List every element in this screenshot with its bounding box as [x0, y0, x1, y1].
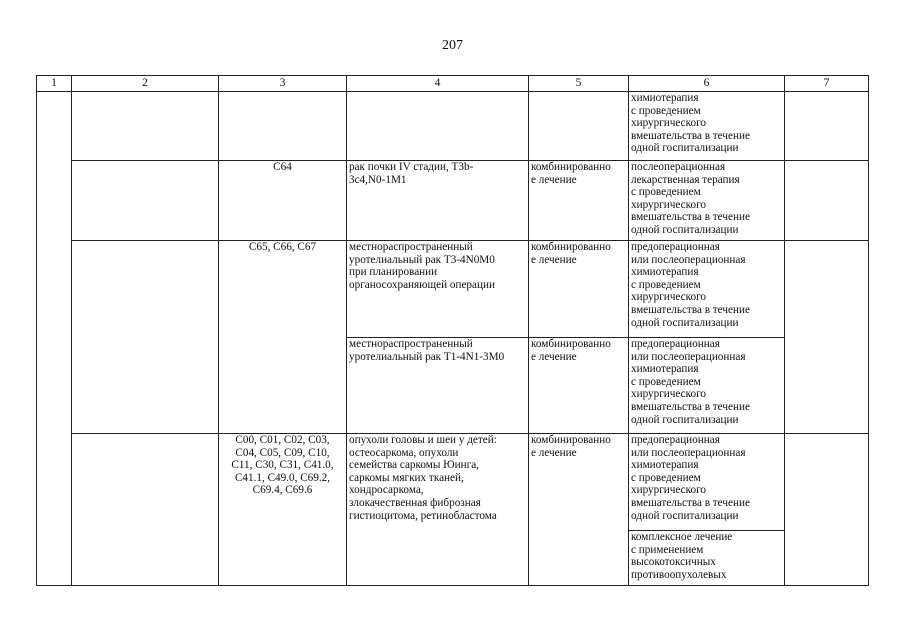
header-col-5: 5 — [529, 76, 629, 92]
cell-col3-codes: C00, C01, C02, C03, C04, C05, C09, C10, C11, C30, C31, C41.0, C41.1, C49.0, C69.2, C69.4, C69.6 — [219, 434, 347, 586]
cell-col3-codes: C65, C66, C67 — [219, 241, 347, 434]
page-number: 207 — [442, 38, 463, 53]
table-row — [37, 434, 869, 531]
cell-col2 — [72, 241, 219, 434]
header-col-1: 1 — [37, 76, 72, 92]
header-col-2: 2 — [72, 76, 219, 92]
cell-col7 — [785, 434, 869, 586]
table-row — [37, 92, 869, 161]
cell-col7 — [785, 241, 869, 434]
cell-col5-method: комбинированно е лечение — [529, 161, 629, 241]
cell-col4-diagnosis: местнораспространенный уротелиальный рак T3-4N0M0 при планировании органосохраняющей операции — [347, 241, 529, 338]
header-col-6: 6 — [629, 76, 785, 92]
cell-col5-method: комбинированно е лечение — [529, 338, 629, 434]
cell-col4-diagnosis: местнораспространенный уротелиальный рак T1-4N1-3M0 — [347, 338, 529, 434]
treatment-table — [36, 75, 869, 586]
cell-col4-diagnosis: опухоли головы и шеи у детей: остеосаркома, опухоли семейства саркомы Юинга, саркомы мягких тканей, хондросаркома, злокачественная фиброзная гистиоцитома, ретинобластома — [347, 434, 529, 586]
cell-col6-treatment: предоперационная или послеоперационная химиотерапия с проведением хирургического вмешательства в течение одной госпитализации — [629, 338, 785, 434]
cell-col4-diagnosis: рак почки IV стадии, T3b- 3c4,N0-1M1 — [347, 161, 529, 241]
cell-col6-treatment: послеоперационная лекарственная терапия с проведением хирургического вмешательства в течение одной госпитализации — [629, 161, 785, 241]
cell-col5-method: комбинированно е лечение — [529, 434, 629, 586]
header-col-3: 3 — [219, 76, 347, 92]
cell-col6-treatment: предоперационная или послеоперационная химиотерапия с проведением хирургического вмешательства в течение одной госпитализации — [629, 434, 785, 531]
header-col-4: 4 — [347, 76, 529, 92]
cell-col3 — [219, 92, 347, 161]
cell-col5 — [529, 92, 629, 161]
cell-col7 — [785, 92, 869, 161]
cell-col3-codes: C64 — [219, 161, 347, 241]
cell-col2 — [72, 161, 219, 241]
header-row — [37, 76, 869, 92]
cell-col5-method: комбинированно е лечение — [529, 241, 629, 338]
cell-col2 — [72, 434, 219, 586]
cell-col6: химиотерапия с проведением хирургического вмешательства в течение одной госпитализации — [629, 92, 785, 161]
cell-col2 — [72, 92, 219, 161]
header-col-7: 7 — [785, 76, 869, 92]
cell-col7 — [785, 161, 869, 241]
table-row — [37, 241, 869, 338]
cell-col6-treatment: предоперационная или послеоперационная химиотерапия с проведением хирургического вмешательства в течение одной госпитализации — [629, 241, 785, 338]
table-row — [37, 161, 869, 241]
cell-col6-treatment: комплексное лечение с применением высокотоксичных противоопухолевых — [629, 531, 785, 586]
cell-col4 — [347, 92, 529, 161]
cell-col1 — [37, 92, 72, 586]
